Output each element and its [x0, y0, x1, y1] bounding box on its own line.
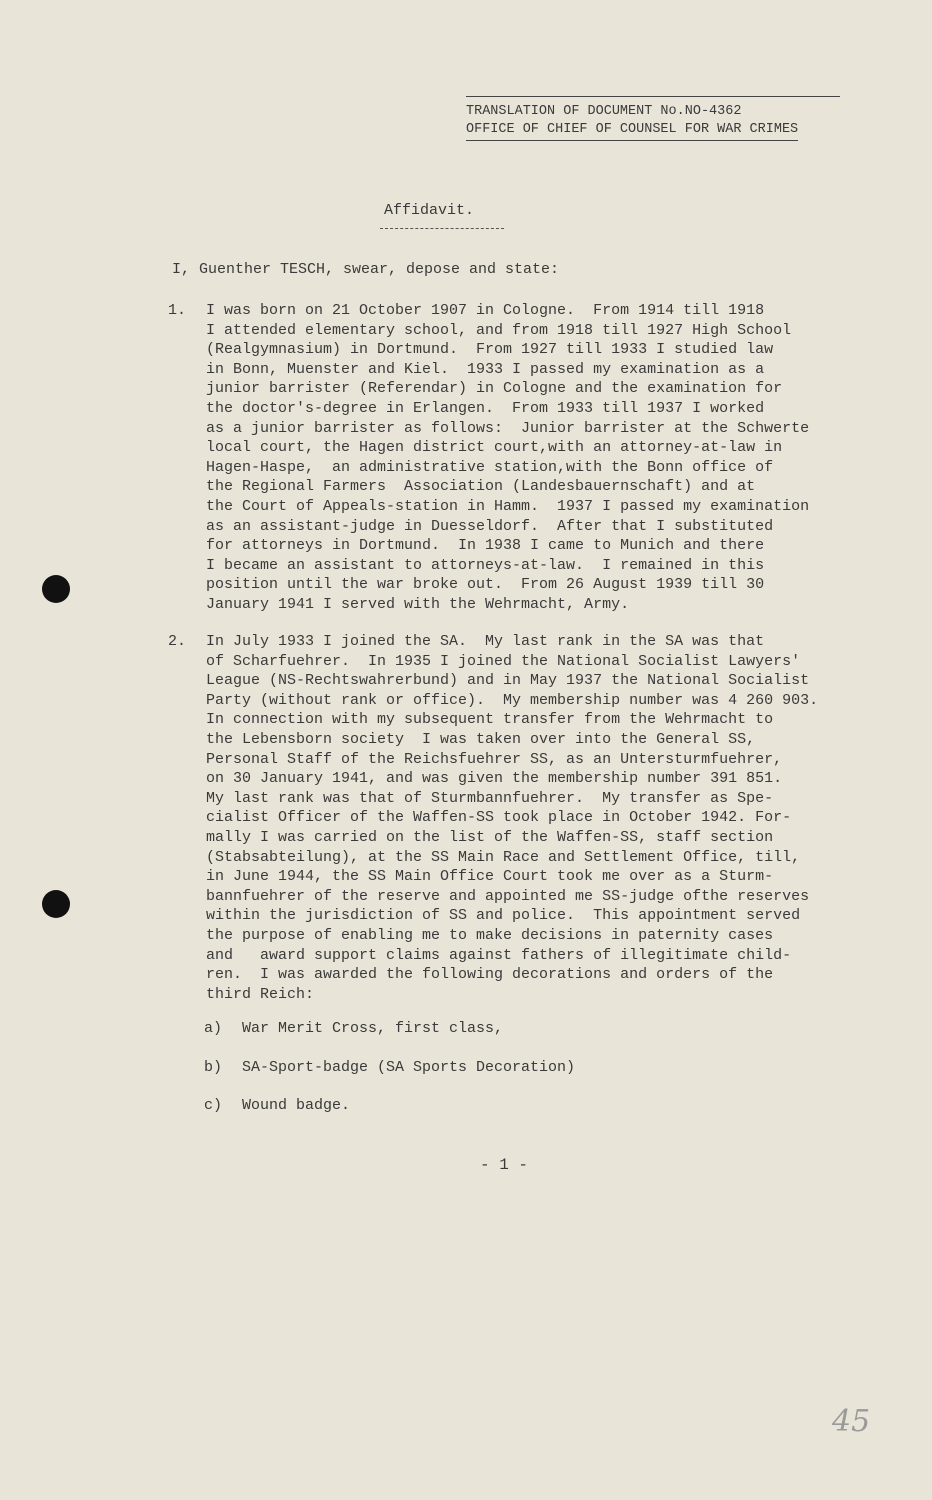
item-text: Wound badge.	[242, 1097, 351, 1114]
text-line: as an assistant-judge in Duesseldorf. After that I substituted	[206, 517, 774, 535]
header-line-2: OFFICE OF CHIEF OF COUNSEL FOR WAR CRIMES	[466, 121, 798, 141]
decoration-item-a	[204, 1020, 503, 1037]
text-line: the Lebensborn society I was taken over into the General SS,	[206, 730, 756, 748]
text-line: the Regional Farmers Association (Landesbauernschaft) and at	[206, 478, 756, 496]
header-rule	[466, 96, 840, 97]
text-line: bannfuehrer of the reserve and appointed me SS-judge ofthe reserves	[206, 887, 810, 905]
item-label: b)	[204, 1059, 223, 1076]
document-header	[466, 96, 870, 141]
item-label: a)	[204, 1020, 223, 1037]
text-line: the Court of Appeals-station in Hamm. 1937 I passed my examination	[206, 497, 810, 515]
text-line: for attorneys in Dortmund. In 1938 I came to Munich and there	[206, 537, 765, 555]
paragraph-text	[206, 632, 818, 1004]
decoration-item-c	[204, 1097, 350, 1114]
text-line: I became an assistant to attorneys-at-law. I remained in this	[206, 556, 765, 574]
title-underline	[380, 228, 504, 229]
text-line: third Reich:	[206, 985, 315, 1003]
text-line: cialist Officer of the Waffen-SS took place in October 1942. For-	[206, 809, 792, 827]
text-line: as a junior barrister as follows: Junior barrister at the Schwerte	[206, 419, 810, 437]
text-line: (Realgymnasium) in Dortmund. From 1927 till 1933 I studied law	[206, 341, 774, 359]
item-text: SA-Sport-badge (SA Sports Decoration)	[242, 1059, 576, 1076]
text-line: position until the war broke out. From 26 August 1939 till 30	[206, 576, 765, 594]
text-line: within the jurisdiction of SS and police. This appointment served	[206, 907, 801, 925]
text-line: local court, the Hagen district court,with an attorney-at-law in	[206, 439, 783, 457]
punch-hole	[42, 890, 70, 918]
item-label: c)	[204, 1097, 223, 1114]
text-line: mally I was carried on the list of the Waffen-SS, staff section	[206, 828, 774, 846]
paragraph-number: 2.	[168, 633, 187, 650]
title-text: Affidavit.	[384, 202, 475, 219]
text-line: in Bonn, Muenster and Kiel. 1933 I passed my examination as a	[206, 360, 765, 378]
text-line: junior barrister (Referendar) in Cologne and the examination for	[206, 380, 783, 398]
affidavit-title	[384, 202, 474, 219]
text-line: of Scharfuehrer. In 1935 I joined the National Socialist Lawyers'	[206, 652, 801, 670]
text-line: I attended elementary school, and from 1918 till 1927 High School	[206, 321, 792, 339]
text-line: the purpose of enabling me to make decisions in paternity cases	[206, 926, 774, 944]
decoration-item-b	[204, 1059, 575, 1076]
text-line: Hagen-Haspe, an administrative station,with the Bonn office of	[206, 458, 774, 476]
text-line: In connection with my subsequent transfer from the Wehrmacht to	[206, 711, 774, 729]
text-line: My last rank was that of Sturmbannfuehrer. My transfer as Spe-	[206, 789, 774, 807]
text-line: and award support claims against fathers of illegitimate child-	[206, 946, 792, 964]
handwritten-mark: 45	[832, 1404, 871, 1439]
header-line-1: TRANSLATION OF DOCUMENT No.NO-4362	[466, 104, 742, 119]
text-line: in June 1944, the SS Main Office Court took me over as a Sturm-	[206, 868, 774, 886]
text-line: on 30 January 1941, and was given the membership number 391 851.	[206, 770, 783, 788]
paragraph-number: 1.	[168, 302, 187, 319]
text-line: the doctor's-degree in Erlangen. From 1933 till 1937 I worked	[206, 399, 765, 417]
text-line: League (NS-Rechtswahrerbund) and in May 1937 the National Socialist	[206, 672, 810, 690]
text-line: Party (without rank or office). My membership number was 4 260 903.	[206, 691, 819, 709]
item-text: War Merit Cross, first class,	[242, 1020, 504, 1037]
intro-statement: I, Guenther TESCH, swear, depose and state:	[172, 261, 560, 278]
paragraph-text	[206, 301, 809, 615]
text-line: Personal Staff of the Reichsfuehrer SS, as an Untersturmfuehrer,	[206, 750, 783, 768]
text-line: In July 1933 I joined the SA. My last rank in the SA was that	[206, 633, 765, 650]
text-line: ren. I was awarded the following decorations and orders of the	[206, 966, 774, 984]
page-number: - 1 -	[480, 1156, 529, 1174]
punch-hole	[42, 575, 70, 603]
text-line: (Stabsabteilung), at the SS Main Race and Settlement Office, till,	[206, 848, 801, 866]
text-line: January 1941 I served with the Wehrmacht, Army.	[206, 595, 630, 613]
text-line: I was born on 21 October 1907 in Cologne. From 1914 till 1918	[206, 302, 765, 319]
